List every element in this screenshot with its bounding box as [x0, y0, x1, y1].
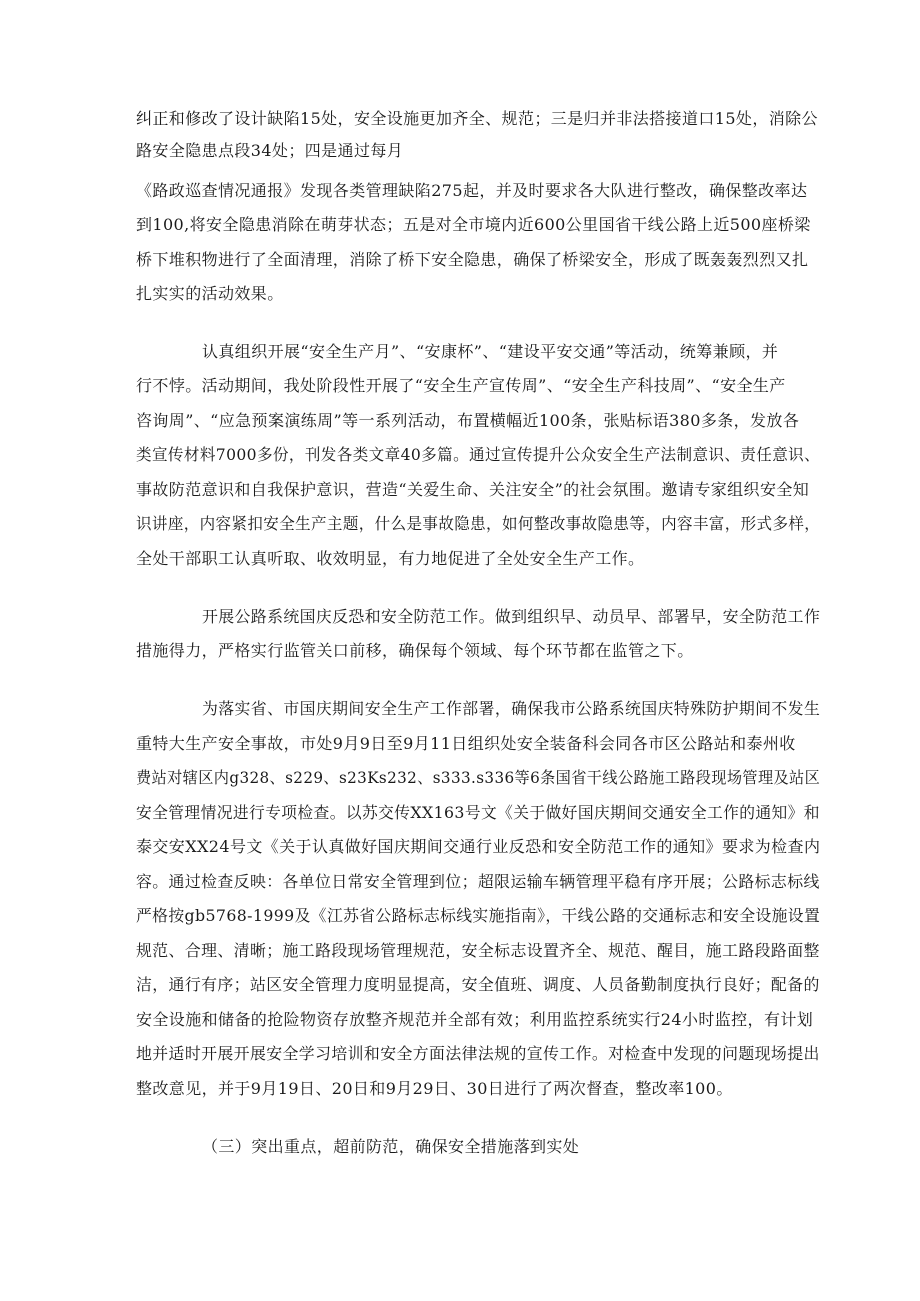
text-line: 整改意见，并于9月19日、20日和9月29日、30日进行了两次督查，整改率100。 — [136, 1079, 733, 1098]
text-line: 措施得力，严格实行监管关口前移，确保每个领域、每个环节都在监管之下。 — [136, 641, 694, 660]
text-line: 全处干部职工认真听取、收效明显，有力地促进了全处安全生产工作。 — [136, 549, 645, 568]
text-line: 开展公路系统国庆反恐和安全防范工作。做到组织早、动员早、部署早，安全防范工作 — [202, 607, 821, 626]
text-line: 路安全隐患点段34处；四是通过每月 — [136, 141, 404, 160]
text-line: 洁，通行有序；站区安全管理力度明显提高，安全值班、调度、人员备勤制度执行良好；配备的 — [136, 975, 820, 994]
text-line: 安全设施和储备的抢险物资存放整齐规范并全部有效；利用监控系统实行24小时监控，有计划 — [136, 1010, 814, 1029]
text-line: 重特大生产安全事故，市处9月9日至9月11日组织处安全装备科会同各市区公路站和泰州收 — [136, 734, 796, 753]
text-line: 地并适时开展开展安全学习培训和安全方面法律法规的宣传工作。对检查中发现的问题现场提出 — [136, 1044, 820, 1063]
text-line: 容。通过检查反映：各单位日常安全管理到位；超限运输车辆管理平稳有序开展；公路标志标线 — [136, 872, 820, 891]
text-line: 纠正和修改了设计缺陷15处，安全设施更加齐全、规范；三是归并非法搭接道口15处，消除公 — [136, 109, 818, 128]
text-line: 扎实实的活动效果。 — [136, 284, 284, 303]
text-line: 为落实省、市国庆期间安全生产工作部署，确保我市公路系统国庆特殊防护期间不发生 — [202, 699, 821, 718]
text-line: 行不悖。活动期间，我处阶段性开展了“安全生产宣传周”、“安全生产科技周”、“安全生产 — [136, 376, 786, 395]
text-line: 安全管理情况进行专项检查。以苏交传XX163号文《关于做好国庆期间交通安全工作的通知》和 — [136, 803, 820, 822]
text-line: 泰交安XX24号文《关于认真做好国庆期间交通行业反恐和安全防范工作的通知》要求为检查内 — [136, 837, 821, 856]
text-line: 类宣传材料7000多份，刊发各类文章40多篇。通过宣传提升公众安全生产法制意识、责任意识、 — [136, 445, 821, 464]
text-line: 规范、合理、清晰；施工路段现场管理规范，安全标志设置齐全、规范、醒目，施工路段路面整 — [136, 941, 820, 960]
text-line: 费站对辖区内g328、s229、s23Ks232、s333.s336等6条国省干线公路施工路段现场管理及站区 — [136, 768, 821, 787]
text-line: 到100,将安全隐患消除在萌芽状态；五是对全市境内近600公里国省干线公路上近500座桥梁 — [136, 215, 811, 234]
text-line: 事故防范意识和自我保护意识，营造“关爱生命、关注安全”的社会氛围。邀请专家组织安全知 — [136, 480, 810, 499]
text-line: 《路政巡查情况通报》发现各类管理缺陷275起，并及时要求各大队进行整改，确保整改率达 — [136, 181, 808, 200]
text-line: 桥下堆积物进行了全面清理，消除了桥下安全隐患，确保了桥梁安全，形成了既轰轰烈烈又扎 — [136, 250, 809, 269]
text-line: 认真组织开展“安全生产月”、“安康杯”、“建设平安交通”等活动，统筹兼顾，并 — [202, 342, 779, 361]
text-line: 识讲座，内容紧扣安全生产主题，什么是事故隐患，如何整改事故隐患等，内容丰富，形式多样， — [136, 514, 821, 533]
text-line: 咨询周”、“应急预案演练周”等一系列活动，布置横幅近100条，张贴标语380多条，发放各 — [136, 411, 800, 430]
text-line: （三）突出重点，超前防范，确保安全措施落到实处 — [202, 1137, 580, 1156]
text-line: 严格按gb5768-1999及《江苏省公路标志标线实施指南》，干线公路的交通标志和安全设施设置 — [136, 906, 821, 925]
